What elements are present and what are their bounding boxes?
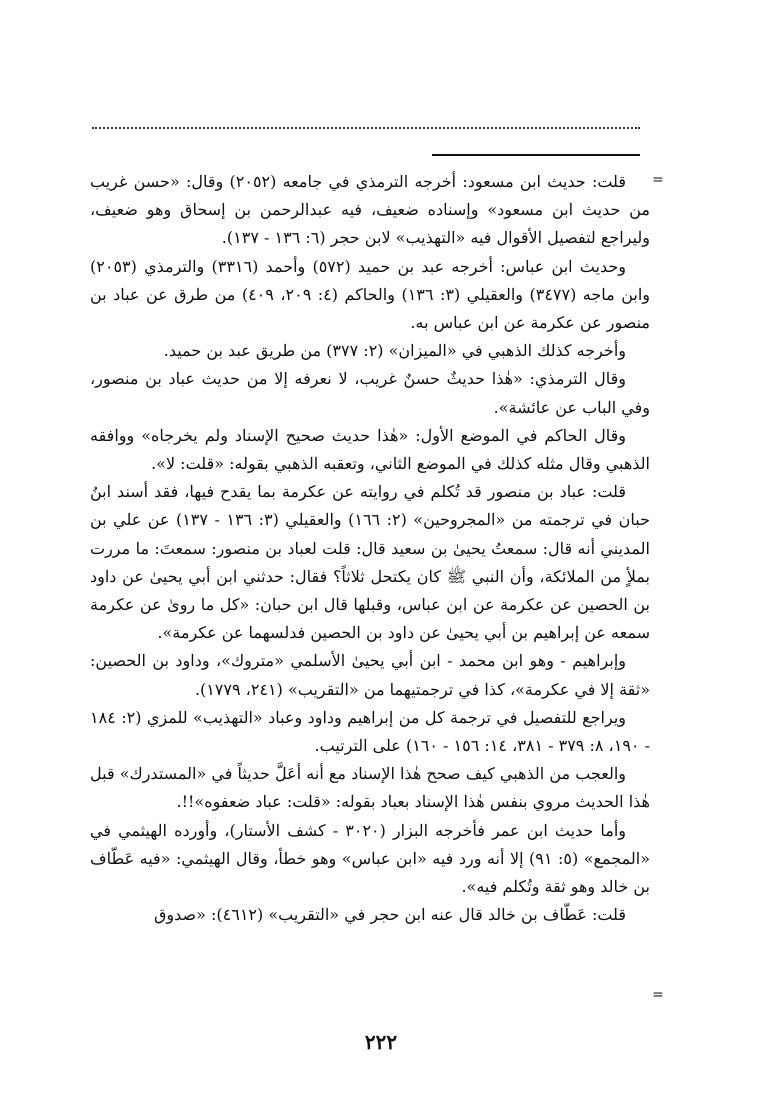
paragraph-ibn-umar: وأما حديث ابن عمر فأخرجه البزار (٣٠٢٠ - كشف الأستار)، وأورده الهيثمي في «المجمع» (٥: ٩١) إلا أنه ورد فيه «ابن عباس» وهو خطأ، وقال الهيثمي: «فيه عَطّاف بن خالد وهو ثقة وتُكلم فيه». [90,820,650,897]
continuation-mark-bottom: = [652,987,664,1003]
paragraph-ibrahim-dawud: وإبراهيم - وهو ابن محمد - ابن أبي يحيىٰ الأسلمي «متروك»، وداود بن الحصين: «ثقة إلا في عكرمة»، كذا في ترجمتيهما من «التقريب» (٢٤١، ١٧٧٩). [90,651,650,699]
paragraph-dhahabi-mizan: وأخرجه كذلك الذهبي في «الميزان» (٢: ٣٧٧) من طريق عبد بن حميد. [163,341,626,361]
paragraph-tirmidhi: وقال الترمذي: «هٰذا حديثٌ حسنٌ غريب، لا نعرفه إلا من حديث عباد بن منصور، وفي الباب عن عائشة». [90,369,650,417]
paragraph-attaf: قلت: عَطّاف بن خالد قال عنه ابن حجر في «التقريب» (٤٦١٢): «صدوق [154,905,626,925]
header-dotted-divider [92,127,640,129]
paragraph-tahdhib-reference: ويراجع للتفصيل في ترجمة كل من إبراهيم وداود وعباد «التهذيب» للمزي (٢: ١٨٤ - ١٩٠، ٨: ٣٧٩ - ٣٨١، ١٤: ١٥٦ - ١٦٠) على الترتيب. [90,707,650,756]
paragraph-hakim: وقال الحاكم في الموضع الأول: «هٰذا حديث صحيح الإسناد ولم يخرجاه» ووافقه الذهبي وقال مثله كذلك في الموضع الثاني، وتعقبه الذهبي بقوله: «قلت: لا». [90,425,650,474]
footnote-separator-line [432,154,640,156]
paragraph-abbad-critique: قلت: عباد بن منصور قد تُكلم في روايته عن عكرمة بما يقدح فيها، فقد أسند ابنُ حبان في ترجمته من «المجروحين» (٢: ١٦٦) والعقيلي (٣: ١٣٦ - ١٣٧) عن علي بن المديني أنه قال: سمعتُ يحيىٰ بن سعيد قال: قلت لعباد بن منصور: سمعتَ: ما مررت بملأٍ من الملائكة، وأن النبي ﷺ كان يكتحل ثلاثاً؟ فقال: حدثني ابن أبي يحيىٰ عن داود بن الحصين عن عكرمة عن ابن عباس، وقبلها قال ابن حبان: «كل ما روىٰ عن عكرمة سمعه عن إبراهيم بن أبي يحيىٰ عن داود بن الحصين فدلسهما عن عكرمة». [90,482,651,643]
page-number: ٢٢٢ [364,1030,398,1054]
paragraph-ibn-abbas: وحديث ابن عباس: أخرجه عبد بن حميد (٥٧٢) وأحمد (٣٣١٦) والترمذي (٢٠٥٣) وابن ماجه (٣٤٧٧) والعقيلي (٣: ١٣٦) والحاكم (٤: ٢٠٩، ٤٠٩) من طرق عن عباد بن منصور عن عكرمة عن ابن عباس به. [90,256,651,333]
footnote-text [90,168,650,929]
paragraph-ibn-masud: قلت: حديث ابن مسعود: أخرجه الترمذي في جامعه (٢٠٥٢) وقال: «حسن غريب من حديث ابن مسعود» وإسناده ضعيف، فيه عبدالرحمن بن إسحاق وهو ضعيف، وليراجع لتفصيل الأقوال فيه «التهذيب» لابن حجر (٦: ١٣٦ - ١٣٧). [90,172,650,248]
continuation-mark-top: = [652,172,664,188]
paragraph-dhahabi-wonder: والعجب من الذهبي كيف صحح هٰذا الإسناد مع أنه أعَلَّ حديثاً في «المستدرك» قبل هٰذا الحديث مروي بنفس هٰذا الإسناد بعباد بقوله: «قلت: عباد ضعفوه»!!. [90,764,650,812]
